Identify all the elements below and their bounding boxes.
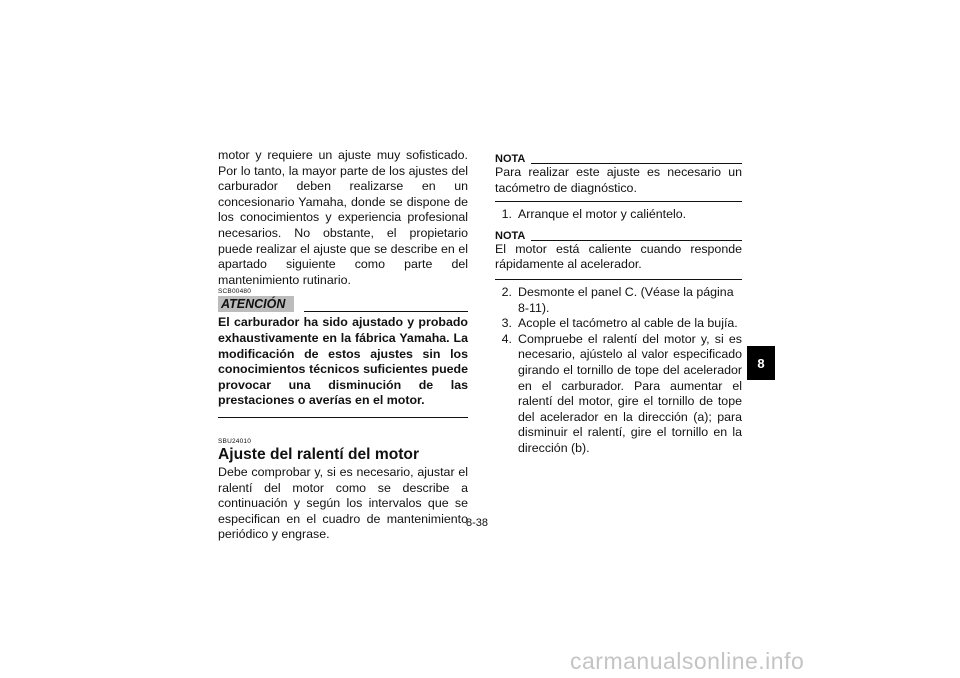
chapter-tab: 8 [747, 346, 775, 380]
right-column [495, 153, 742, 457]
nota-text-2: El motor está caliente cuando responde rápidamente al acelerador. [495, 241, 742, 272]
section-paragraph: Debe comprobar y, si es necesario, ajustar el ralentí del motor como se describe a continuación y según los intervalos que se especifican en el cuadro de mantenimiento periódico y engrase. [218, 464, 468, 542]
section-title: Ajuste del ralentí del motor [218, 445, 420, 463]
step-4 [495, 332, 742, 457]
left-column [218, 148, 468, 543]
nota-text-1: Para realizar este ajuste es necesario un tacómetro de diagnóstico. [495, 165, 742, 195]
warning-label: ATENCIÓN [218, 296, 294, 312]
step-text: Acople el tacómetro al cable de la bujía. [518, 316, 738, 331]
step-text: Arranque el motor y caliéntelo. [518, 207, 687, 222]
step-number: 4. [501, 331, 512, 346]
intro-paragraph: motor y requiere un ajuste muy sofisticado. Por lo tanto, la mayor parte de los ajustes del carburador deben realizarse en un concesionario Yamaha, donde se dispone de los conocimientos y experiencia profesional necesarios. No obstante, el propietario puede realizar el ajuste que se describe en el apartado siguiente como parte del mantenimiento rutinario. [218, 148, 468, 287]
section-code: SBU24010 [218, 437, 252, 445]
nota-rule-2 [531, 240, 742, 241]
step-1 [495, 207, 742, 223]
nota-label-1: NOTA [495, 153, 526, 165]
nota-header-2 [495, 230, 742, 242]
warning-rule [304, 311, 468, 312]
nota-header-1 [495, 153, 742, 165]
step-2 [495, 285, 742, 316]
step-text: Compruebe el ralentí del motor y, si es necesario, ajústelo al valor especificado girando el tornillo de tope del acelerador en el carburador. Para aumentar el ralentí del motor, gire el tornillo de tope del acelerador en la dirección (a); para disminuir el ralentí, gire el tornillo en la dirección (b). [518, 331, 742, 455]
step-number: 2. [501, 284, 512, 299]
warning-code: SCB00480 [218, 288, 252, 296]
nota-rule-1 [531, 163, 742, 164]
nota-label-2: NOTA [495, 229, 526, 242]
warning-text: El carburador ha sido ajustado y probado exhaustivamente en la fábrica Yamaha. La modificación de estos ajustes sin los conocimientos técnicos suficientes puede provocar una disminución de las prestaciones o averías en el motor. [218, 315, 468, 408]
step-3 [495, 316, 742, 332]
step-number: 1. [501, 207, 512, 222]
page-number: 8-38 [466, 517, 489, 529]
step-text: Desmonte el panel C. (Véase la página 8-11). [518, 284, 734, 315]
step-number: 3. [501, 316, 512, 331]
warning-header [218, 296, 468, 312]
watermark: carmanualsonline.info [570, 648, 805, 674]
